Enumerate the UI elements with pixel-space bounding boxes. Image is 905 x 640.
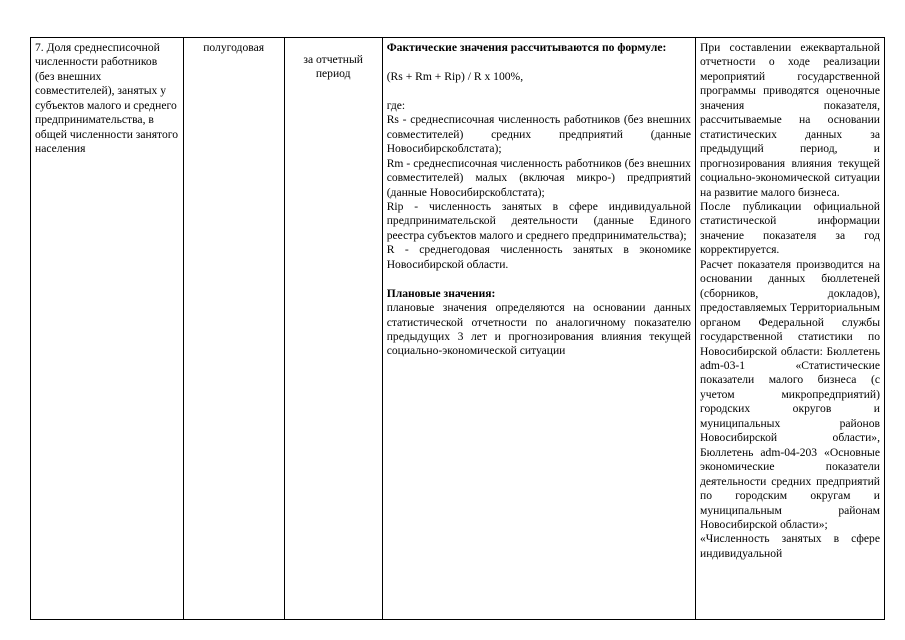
actual-values-heading: Фактические значения рассчитываются по формуле:	[386, 41, 667, 54]
indicator-table	[30, 37, 885, 620]
definition-rs: Rs - среднесписочная численность работников (без внешних совместителей) средних предприятий (данные Новосибирскоблстата);	[386, 113, 691, 156]
source-paragraph-1: При составлении ежеквартальной отчетности о ходе реализации мероприятий государственной программы приводятся оценочные значения показателя, рассчитываемые на основании статистических данных за предыдущий период, и прогнозирования влияния текущей социально-экономической ситуации на развитие малого бизнеса.	[699, 41, 880, 199]
definition-rip: Rip - численность занятых в сфере индивидуальной предпринимательской деятельности (данные Единого реестра субъектов малого и среднего предпринимательства);	[386, 199, 691, 242]
formula: (Rs + Rm + Rip) / R x 100%,	[386, 69, 524, 83]
period-cell	[284, 38, 382, 620]
plan-values-text: плановые значения определяются на основании данных статистической отчетности по аналогичному показателю предыдущих 3 лет и прогнозирования влияния текущей социально-экономической ситуации	[386, 301, 691, 358]
periodicity-cell	[183, 38, 284, 620]
method-cell	[382, 38, 695, 620]
source-cell	[695, 38, 884, 620]
definition-rm: Rm - среднесписочная численность работников (без внешних совместителей) малых (включая микро-) предприятий (данные Новосибирскоблстата);	[386, 156, 691, 199]
indicator-name: 7. Доля среднесписочной численности работников (без внешних совместителей), занятых у субъектов малого и среднего предпринимательства, в общей численности занятого населения	[35, 41, 179, 156]
source-paragraph-3: Расчет показателя производится на основании данных бюллетеней (сборников, докладов), предоставляемых Территориальным органом Федеральной службы государственной статистики по Новосибирской области: Бюллетень adm-03-1 «Статистические показатели малого бизнеса (с учетом микропредприятий) городских округов и муниципальных районов Новосибирской области», Бюллетень adm-04-203 «Основные экономические показатели деятельности средних предприятий по городским округам и муниципальным районам Новосибирской области»;	[699, 257, 880, 531]
period: за отчетный период	[303, 52, 363, 81]
spacer	[387, 55, 691, 69]
periodicity: полугодовая	[203, 41, 265, 54]
plan-values-heading: Плановые значения:	[386, 286, 496, 300]
definition-r: R - среднегодовая численность занятых в экономике Новосибирской области.	[386, 243, 691, 271]
where-label: где:	[386, 98, 406, 112]
source-paragraph-4: «Численность занятых в сфере индивидуальной	[699, 532, 880, 560]
indicator-name-cell	[31, 38, 184, 620]
spacer	[387, 84, 691, 98]
table-row	[31, 38, 885, 620]
spacer	[387, 272, 691, 286]
source-paragraph-2: После публикации официальной статистической информации значение показателя за год корректируется.	[699, 199, 880, 257]
